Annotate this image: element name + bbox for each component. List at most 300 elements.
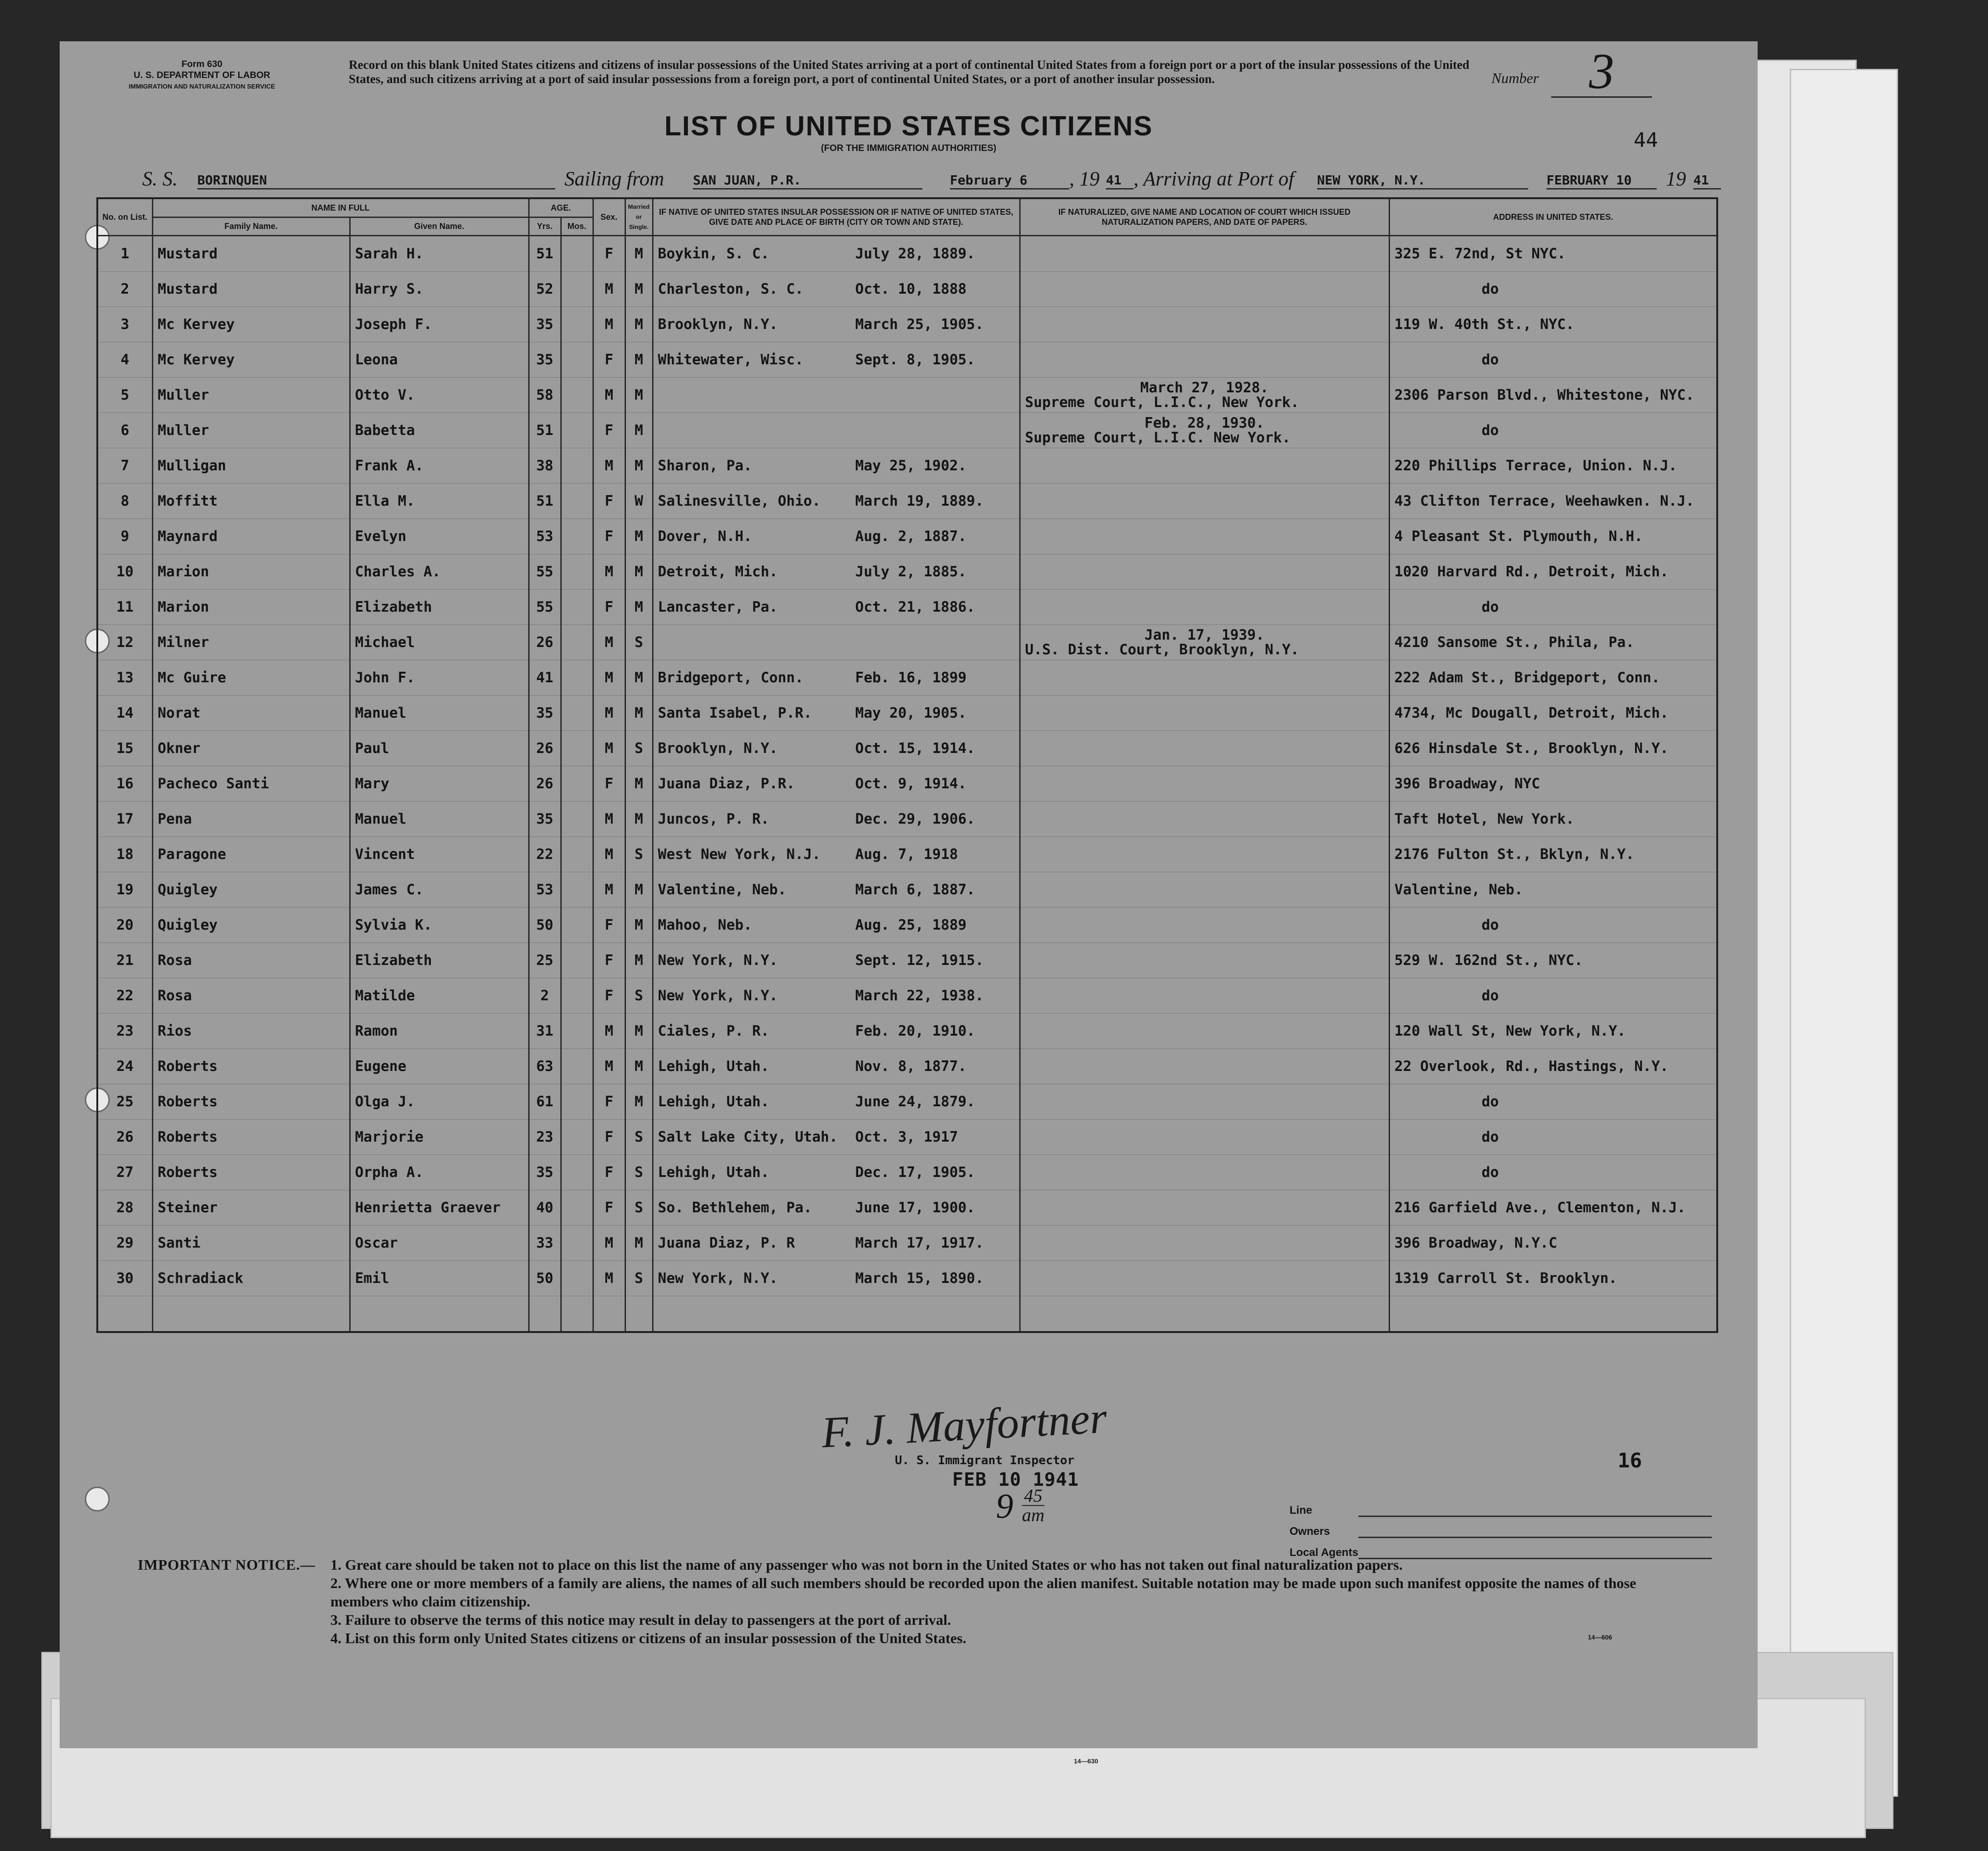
table-row: [97, 1120, 1717, 1155]
birth-info: [653, 731, 1020, 766]
age-years: 35: [529, 307, 561, 342]
birth-info: [653, 236, 1020, 272]
birth-date: May 20, 1905.: [855, 705, 967, 721]
row-number: 4: [97, 342, 152, 378]
given-name: Elizabeth: [350, 943, 529, 978]
table-row: [97, 625, 1717, 660]
age-years: 55: [529, 590, 561, 625]
family-name: Mc Kervey: [152, 342, 350, 378]
birth-date: June 24, 1879.: [855, 1093, 975, 1110]
given-name: Ramon: [350, 1014, 529, 1049]
age-months: [561, 837, 593, 872]
marital-status: S: [625, 978, 653, 1014]
naturalization-info: [1020, 908, 1389, 943]
age-months: [561, 1226, 593, 1261]
birth-place: Santa Isabel, P.R.: [658, 705, 812, 721]
birth-place: Juncos, P. R.: [658, 811, 770, 827]
marital-status: M: [625, 802, 653, 837]
marital-status: M: [625, 766, 653, 802]
birth-date: March 22, 1938.: [855, 987, 984, 1004]
date-stamp: FEB 10 1941: [952, 1469, 1079, 1490]
age-years: 35: [529, 1155, 561, 1190]
birth-place: Detroit, Mich.: [658, 563, 778, 580]
inspector-signature: F. J. Mayfortner: [820, 1393, 1108, 1457]
birth-place: Boykin, S. C.: [658, 245, 770, 262]
given-name: Frank A.: [350, 448, 529, 484]
birth-info: [653, 978, 1020, 1014]
marital-status: M: [625, 660, 653, 696]
naturalization-info: [1020, 731, 1389, 766]
naturalization-info: [1020, 236, 1389, 272]
table-row: [97, 731, 1717, 766]
table-row: [97, 1049, 1717, 1084]
birth-date: Dec. 17, 1905.: [855, 1164, 975, 1181]
notice-item-1: 1. Great care should be taken not to place on this list the name of any passenger who was not born in the United States or who has not taken out final naturalization papers.: [330, 1556, 1403, 1573]
column-header-mos: Mos.: [561, 217, 593, 235]
naturalization-info: [1020, 272, 1389, 307]
naturalization-info: [1020, 625, 1389, 660]
sex: M: [593, 307, 625, 342]
birth-date: July 28, 1889.: [855, 245, 975, 262]
table-row: [97, 660, 1717, 696]
important-notice: [138, 1556, 1689, 1647]
birth-place: Brooklyn, N.Y.: [658, 316, 778, 333]
given-name: Mary: [350, 766, 529, 802]
back-page-2: [1790, 69, 1898, 1797]
naturalization-info: [1020, 1155, 1389, 1190]
birth-place: Lancaster, Pa.: [658, 599, 778, 615]
birth-info: [653, 1014, 1020, 1049]
marital-status: S: [625, 837, 653, 872]
blank-cell: [593, 1296, 625, 1332]
marital-status: M: [625, 590, 653, 625]
birth-place: Whitewater, Wisc.: [658, 351, 804, 368]
row-number: 23: [97, 1014, 152, 1049]
age-months: [561, 766, 593, 802]
address: 396 Broadway, N.Y.C: [1389, 1226, 1717, 1261]
row-number: 29: [97, 1226, 152, 1261]
age-months: [561, 554, 593, 590]
family-name: Roberts: [152, 1120, 350, 1155]
birth-info: [653, 872, 1020, 908]
marital-status: M: [625, 519, 653, 554]
sex: M: [593, 272, 625, 307]
age-months: [561, 1190, 593, 1226]
address: do: [1389, 272, 1717, 307]
given-name: Henrietta Graever: [350, 1190, 529, 1226]
naturalization-info: [1020, 802, 1389, 837]
row-number: 20: [97, 908, 152, 943]
birth-info: [653, 1261, 1020, 1296]
marital-status: M: [625, 342, 653, 378]
given-name: Vincent: [350, 837, 529, 872]
birth-place: Brooklyn, N.Y.: [658, 740, 778, 757]
birth-info: [653, 1226, 1020, 1261]
departure-year: 41: [1106, 173, 1134, 190]
row-number: 8: [97, 484, 152, 519]
naturalization-court: Supreme Court, L.I.C. New York.: [1025, 429, 1291, 446]
naturalization-info: [1020, 378, 1389, 413]
age-months: [561, 660, 593, 696]
address: do: [1389, 342, 1717, 378]
naturalization-info: [1020, 943, 1389, 978]
age-years: 23: [529, 1120, 561, 1155]
family-name: Mulligan: [152, 448, 350, 484]
birth-date: Oct. 3, 1917: [855, 1129, 958, 1145]
family-name: Marion: [152, 590, 350, 625]
family-name: Paragone: [152, 837, 350, 872]
address: Taft Hotel, New York.: [1389, 802, 1717, 837]
naturalization-info: [1020, 978, 1389, 1014]
naturalization-info: [1020, 307, 1389, 342]
sex: M: [593, 731, 625, 766]
naturalization-court: U.S. Dist. Court, Brooklyn, N.Y.: [1025, 641, 1299, 658]
naturalization-info: [1020, 484, 1389, 519]
address: 4210 Sansome St., Phila, Pa.: [1389, 625, 1717, 660]
sex: M: [593, 837, 625, 872]
line-label: Line: [1290, 1504, 1312, 1516]
age-years: 40: [529, 1190, 561, 1226]
birth-info: [653, 943, 1020, 978]
column-header-yrs: Yrs.: [529, 217, 561, 235]
form-identifier: [96, 59, 307, 92]
age-months: [561, 1120, 593, 1155]
family-name: Muller: [152, 378, 350, 413]
age-years: 53: [529, 872, 561, 908]
birth-date: June 17, 1900.: [855, 1199, 975, 1216]
manifest-sheet: [60, 41, 1758, 1765]
marital-status: M: [625, 1014, 653, 1049]
number-label: Number: [1491, 70, 1539, 86]
naturalization-info: [1020, 554, 1389, 590]
table-row: [97, 272, 1717, 307]
naturalization-info: [1020, 660, 1389, 696]
family-name: Roberts: [152, 1084, 350, 1120]
notice-item-4: 4. List on this form only United States citizens or citizens of an insular possession of the United States.: [330, 1630, 966, 1646]
age-months: [561, 272, 593, 307]
sex: M: [593, 448, 625, 484]
age-years: 38: [529, 448, 561, 484]
sex: F: [593, 1120, 625, 1155]
birth-info: [653, 837, 1020, 872]
birth-place: So. Bethlehem, Pa.: [658, 1199, 812, 1216]
address: do: [1389, 978, 1717, 1014]
naturalization-info: [1020, 1226, 1389, 1261]
marital-status: M: [625, 378, 653, 413]
column-header-naturalization: IF NATURALIZED, GIVE NAME AND LOCATION OF COURT WHICH ISSUED NATURALIZATION PAPERS, AND DATE OF PAPERS.: [1020, 198, 1389, 236]
table-row: [97, 1190, 1717, 1226]
form-code: 14—606: [1588, 1634, 1612, 1641]
age-years: 2: [529, 978, 561, 1014]
blank-cell: [152, 1296, 350, 1332]
row-number: 2: [97, 272, 152, 307]
column-header-address: ADDRESS IN UNITED STATES.: [1389, 198, 1717, 236]
birth-place: Lehigh, Utah.: [658, 1058, 770, 1075]
table-row: [97, 802, 1717, 837]
sex: M: [593, 872, 625, 908]
birth-info: [653, 1155, 1020, 1190]
age-months: [561, 1155, 593, 1190]
sex: F: [593, 236, 625, 272]
naturalization-info: [1020, 1261, 1389, 1296]
address: 4734, Mc Dougall, Detroit, Mich.: [1389, 696, 1717, 731]
column-header-given-name: Given Name.: [350, 217, 529, 235]
row-number: 18: [97, 837, 152, 872]
row-number: 28: [97, 1190, 152, 1226]
list-number: 3: [1551, 46, 1652, 98]
row-number: 9: [97, 519, 152, 554]
birth-info: [653, 660, 1020, 696]
row-number: 22: [97, 978, 152, 1014]
marital-status: M: [625, 307, 653, 342]
naturalization-info: [1020, 519, 1389, 554]
age-months: [561, 1014, 593, 1049]
row-number: 16: [97, 766, 152, 802]
column-header-sex: Sex.: [593, 198, 625, 236]
row-number: 27: [97, 1155, 152, 1190]
birth-info: [653, 448, 1020, 484]
family-name: Pacheco Santi: [152, 766, 350, 802]
given-name: Elizabeth: [350, 590, 529, 625]
birth-info: [653, 554, 1020, 590]
family-name: Rosa: [152, 943, 350, 978]
birth-date: Nov. 8, 1877.: [855, 1058, 967, 1075]
header-instructions: Record on this blank United States citizens and citizens of insular possessions of the United States arriving at a port of continental United States from a foreign port or a port of the insular possessions of the United States, and such citizens arriving at a port of said insular possessions from a foreign port, a port of continental United States, or a port of another insular possession.: [349, 58, 1469, 86]
naturalization-info: [1020, 342, 1389, 378]
naturalization-info: [1020, 1084, 1389, 1120]
family-name: Muller: [152, 413, 350, 448]
sex: M: [593, 1261, 625, 1296]
marital-status: S: [625, 1261, 653, 1296]
birth-info: [653, 625, 1020, 660]
age-years: 41: [529, 660, 561, 696]
age-years: 35: [529, 802, 561, 837]
table-row: [97, 448, 1717, 484]
local-agents-label: Local Agents: [1290, 1546, 1358, 1559]
table-row: [97, 342, 1717, 378]
sex: M: [593, 625, 625, 660]
sex: F: [593, 1190, 625, 1226]
sex: M: [593, 1226, 625, 1261]
table-row: [97, 1261, 1717, 1296]
table-row: [97, 978, 1717, 1014]
department-name: U. S. DEPARTMENT OF LABOR: [134, 70, 270, 80]
naturalization-info: [1020, 590, 1389, 625]
age-months: [561, 696, 593, 731]
sex: F: [593, 1084, 625, 1120]
row-number: 25: [97, 1084, 152, 1120]
marital-status: S: [625, 731, 653, 766]
given-name: Manuel: [350, 802, 529, 837]
column-header-no: No. on List.: [97, 198, 152, 236]
marital-status: M: [625, 1049, 653, 1084]
row-number: 1: [97, 236, 152, 272]
birth-date: May 25, 1902.: [855, 457, 967, 474]
age-months: [561, 872, 593, 908]
age-years: 51: [529, 236, 561, 272]
age-months: [561, 378, 593, 413]
marital-status: M: [625, 1226, 653, 1261]
blank-cell: [97, 1296, 152, 1332]
sex: F: [593, 943, 625, 978]
birth-info: [653, 766, 1020, 802]
owners-label: Owners: [1290, 1525, 1330, 1538]
marital-status: S: [625, 1190, 653, 1226]
sex: F: [593, 766, 625, 802]
table-row: [97, 378, 1717, 413]
arrival-time-suffix: am: [1022, 1505, 1044, 1525]
age-months: [561, 519, 593, 554]
family-name: Quigley: [152, 872, 350, 908]
row-number: 6: [97, 413, 152, 448]
address: do: [1389, 1120, 1717, 1155]
binder-hole: [85, 1487, 110, 1511]
table-row: [97, 766, 1717, 802]
column-header-married-single: Married or Single.: [625, 198, 653, 236]
age-years: 26: [529, 625, 561, 660]
family-name: Mc Kervey: [152, 307, 350, 342]
sex: M: [593, 660, 625, 696]
departure-year-prefix: , 19: [1069, 167, 1100, 190]
birth-info: [653, 378, 1020, 413]
marital-status: M: [625, 413, 653, 448]
address: 120 Wall St, New York, N.Y.: [1389, 1014, 1717, 1049]
family-name: Mustard: [152, 272, 350, 307]
marital-status: M: [625, 554, 653, 590]
row-number: 5: [97, 378, 152, 413]
address: 2306 Parson Blvd., Whitestone, NYC.: [1389, 378, 1717, 413]
birth-date: Oct. 10, 1888: [855, 281, 967, 297]
birth-info: [653, 413, 1020, 448]
age-years: 50: [529, 908, 561, 943]
birth-place: Lehigh, Utah.: [658, 1164, 770, 1181]
marital-status: M: [625, 448, 653, 484]
address: do: [1389, 908, 1717, 943]
given-name: Leona: [350, 342, 529, 378]
naturalization-info: [1020, 413, 1389, 448]
birth-place: Juana Diaz, P.R.: [658, 775, 795, 792]
age-years: 51: [529, 484, 561, 519]
address: 119 W. 40th St., NYC.: [1389, 307, 1717, 342]
address: 2176 Fulton St., Bklyn, N.Y.: [1389, 837, 1717, 872]
age-years: 35: [529, 342, 561, 378]
sex: F: [593, 484, 625, 519]
age-years: 26: [529, 731, 561, 766]
age-years: 53: [529, 519, 561, 554]
age-months: [561, 625, 593, 660]
arrival-time-minutes: 45: [1022, 1487, 1044, 1506]
row-number: 12: [97, 625, 152, 660]
address: 529 W. 162nd St., NYC.: [1389, 943, 1717, 978]
age-months: [561, 342, 593, 378]
family-name: Mc Guire: [152, 660, 350, 696]
marital-status: M: [625, 908, 653, 943]
given-name: Manuel: [350, 696, 529, 731]
address: Valentine, Neb.: [1389, 872, 1717, 908]
address: do: [1389, 1155, 1717, 1190]
row-number: 10: [97, 554, 152, 590]
arrival-time: [996, 1487, 1044, 1527]
birth-date: March 15, 1890.: [855, 1270, 984, 1287]
age-years: 35: [529, 696, 561, 731]
family-name: Santi: [152, 1226, 350, 1261]
birth-place: Lehigh, Utah.: [658, 1093, 770, 1110]
marital-status: M: [625, 696, 653, 731]
table-row: [97, 1226, 1717, 1261]
table-row: [97, 413, 1717, 448]
birth-place: Salinesville, Ohio.: [658, 493, 821, 509]
age-years: 63: [529, 1049, 561, 1084]
table-row: [97, 554, 1717, 590]
age-months: [561, 236, 593, 272]
naturalization-info: [1020, 1049, 1389, 1084]
age-years: 31: [529, 1014, 561, 1049]
age-months: [561, 1049, 593, 1084]
marital-status: S: [625, 1155, 653, 1190]
given-name: Michael: [350, 625, 529, 660]
sex: M: [593, 802, 625, 837]
age-months: [561, 307, 593, 342]
naturalization-info: [1020, 696, 1389, 731]
birth-info: [653, 519, 1020, 554]
age-years: 22: [529, 837, 561, 872]
table-row: [97, 943, 1717, 978]
blank-cell: [625, 1296, 653, 1332]
given-name: Matilde: [350, 978, 529, 1014]
birth-date: July 2, 1885.: [855, 563, 967, 580]
birth-place: New York, N.Y.: [658, 1270, 778, 1287]
birth-info: [653, 696, 1020, 731]
departure-port: SAN JUAN, P.R.: [693, 173, 922, 190]
family-name: Schradiack: [152, 1261, 350, 1296]
marital-status: S: [625, 625, 653, 660]
birth-info: [653, 307, 1020, 342]
family-name: Milner: [152, 625, 350, 660]
given-name: Charles A.: [350, 554, 529, 590]
sailing-from-label: Sailing from: [564, 167, 665, 190]
age-months: [561, 448, 593, 484]
passenger-table: [96, 197, 1718, 1333]
blank-cell: [561, 1296, 593, 1332]
column-header-birth: IF NATIVE OF UNITED STATES INSULAR POSSESSION OR IF NATIVE OF UNITED STATES, GIVE DATE AND PLACE OF BIRTH (CITY OR TOWN AND STATE).: [653, 198, 1020, 236]
birth-date: Aug. 2, 1887.: [855, 528, 967, 545]
naturalization-date: March 27, 1928.: [1140, 379, 1269, 396]
row-number: 7: [97, 448, 152, 484]
naturalization-info: [1020, 1014, 1389, 1049]
given-name: Orpha A.: [350, 1155, 529, 1190]
given-name: Otto V.: [350, 378, 529, 413]
given-name: Paul: [350, 731, 529, 766]
sex: F: [593, 978, 625, 1014]
address: 325 E. 72nd, St NYC.: [1389, 236, 1717, 272]
age-months: [561, 1084, 593, 1120]
family-name: Okner: [152, 731, 350, 766]
age-months: [561, 590, 593, 625]
row-number: 30: [97, 1261, 152, 1296]
marital-status: M: [625, 1084, 653, 1120]
given-name: Joseph F.: [350, 307, 529, 342]
birth-date: Dec. 29, 1906.: [855, 811, 975, 827]
address: 4 Pleasant St. Plymouth, N.H.: [1389, 519, 1717, 554]
address: 216 Garfield Ave., Clementon, N.J.: [1389, 1190, 1717, 1226]
notice-item-3: 3. Failure to observe the terms of this notice may result in delay to passengers at the port of arrival.: [330, 1611, 951, 1628]
age-years: 33: [529, 1226, 561, 1261]
blank-row: [97, 1296, 1717, 1332]
arrival-year-prefix: 19: [1666, 167, 1686, 190]
birth-place: New York, N.Y.: [658, 952, 778, 969]
blank-cell: [529, 1296, 561, 1332]
table-row: [97, 837, 1717, 872]
